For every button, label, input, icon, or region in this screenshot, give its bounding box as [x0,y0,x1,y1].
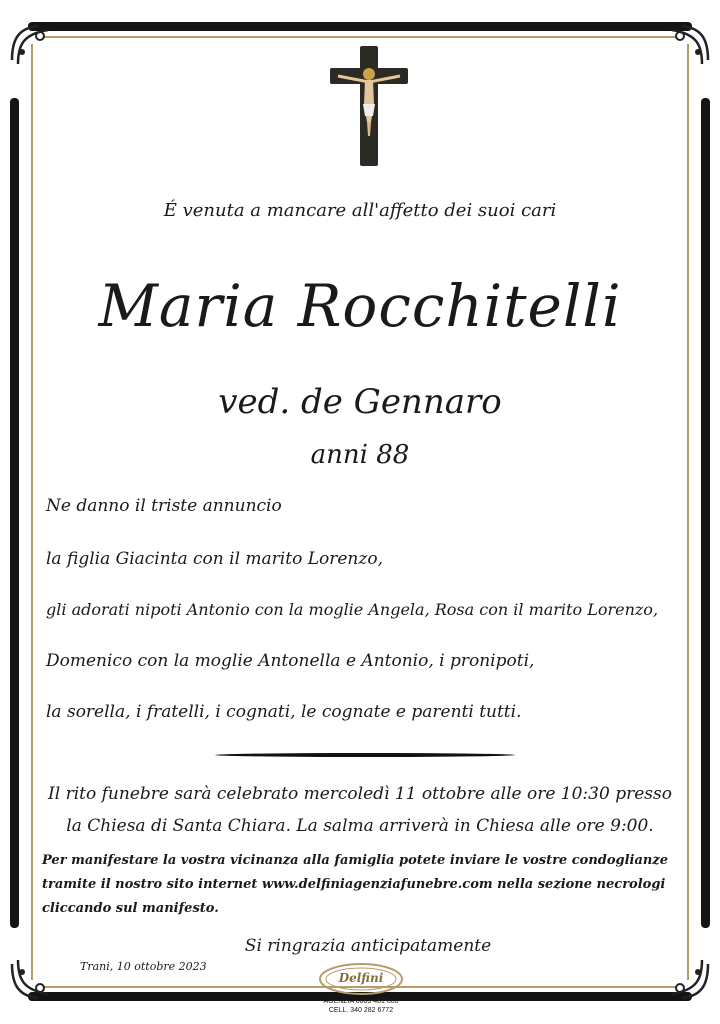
corner-ornament-icon [664,956,712,1004]
family-line: Ne danno il triste annuncio [46,496,282,516]
frame-gold-right [687,44,689,980]
place-date: Trani, 10 ottobre 2023 [80,960,207,973]
logo-phone-agency: AGENZIA 0883 481 608 [323,998,399,1005]
funeral-info-line: Il rito funebre sarà celebrato mercoledì 11 ottobre alle ore 10:30 presso [48,784,672,804]
divider [215,753,515,757]
intro-text: É venuta a mancare all'affetto dei suoi cari [163,200,557,221]
corner-ornament-icon [664,20,712,68]
condolence-note: tramite il nostro sito internet www.delfiniagenziafunebre.com nella sezione necrologi [42,877,666,892]
logo-phone-cell: CELL. 340 282 6772 [328,1007,394,1014]
agency-logo [318,962,404,1020]
condolence-note: cliccando sul manifesto. [42,901,219,916]
deceased-name: Maria Rocchitelli [98,272,622,340]
condolence-note: Per manifestare la vostra vicinanza alla famiglia potete inviare le vostre condoglianze [42,853,669,868]
crucifix-icon [328,44,410,168]
corner-ornament-icon [8,20,56,68]
family-line: la sorella, i fratelli, i cognati, le cognate e parenti tutti. [46,702,522,722]
logo-brand: Delfini [338,971,384,985]
frame-gold-top [44,36,676,38]
thanks-text: Si ringrazia anticipatamente [244,936,492,956]
corner-ornament-icon [8,956,56,1004]
family-line: Domenico con la moglie Antonella e Antonio, i pronipoti, [46,651,535,671]
funeral-info-line: la Chiesa di Santa Chiara. La salma arriverà in Chiesa alle ore 9:00. [66,816,654,836]
frame-gold-left [31,44,33,980]
age: anni 88 [310,440,410,470]
family-line: la figlia Giacinta con il marito Lorenzo, [46,549,383,569]
widow-of: ved. de Gennaro [218,382,502,422]
frame-top-bar [28,22,692,31]
family-line: gli adorati nipoti Antonio con la moglie Angela, Rosa con il marito Lorenzo, [46,600,659,619]
